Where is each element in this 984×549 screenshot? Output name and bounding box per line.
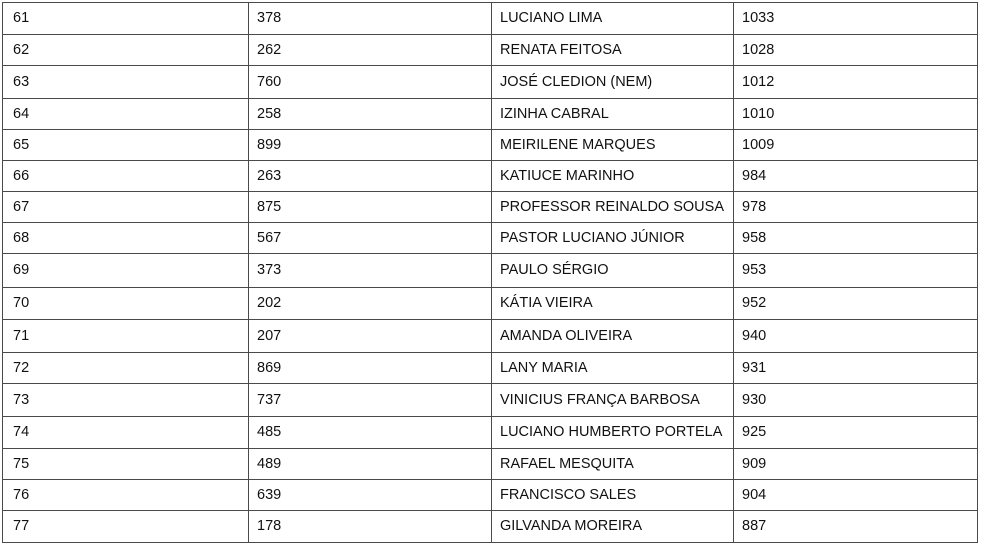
candidate-number-cell: 869 xyxy=(249,353,492,384)
table-row xyxy=(3,353,978,384)
candidate-name-cell: RAFAEL MESQUITA xyxy=(492,449,734,480)
votes-cell: 978 xyxy=(734,192,978,223)
candidate-number-cell: 378 xyxy=(249,3,492,35)
votes-cell: 984 xyxy=(734,161,978,192)
votes-cell: 1012 xyxy=(734,66,978,99)
position-cell: 70 xyxy=(3,288,249,320)
candidate-name-cell: FRANCISCO SALES xyxy=(492,480,734,511)
candidate-number-cell: 485 xyxy=(249,417,492,449)
candidate-name-cell: KÁTIA VIEIRA xyxy=(492,288,734,320)
table-row xyxy=(3,35,978,66)
table-row xyxy=(3,130,978,161)
votes-cell: 904 xyxy=(734,480,978,511)
position-cell: 66 xyxy=(3,161,249,192)
candidate-name-cell: KATIUCE MARINHO xyxy=(492,161,734,192)
table-row xyxy=(3,223,978,254)
position-cell: 63 xyxy=(3,66,249,99)
candidate-name-cell: JOSÉ CLEDION (NEM) xyxy=(492,66,734,99)
table-row xyxy=(3,288,978,320)
candidate-number-cell: 760 xyxy=(249,66,492,99)
candidate-name-cell: PROFESSOR REINALDO SOUSA xyxy=(492,192,734,223)
candidate-name-cell: RENATA FEITOSA xyxy=(492,35,734,66)
votes-cell: 909 xyxy=(734,449,978,480)
votes-cell: 1028 xyxy=(734,35,978,66)
votes-cell: 1033 xyxy=(734,3,978,35)
candidate-name-cell: PASTOR LUCIANO JÚNIOR xyxy=(492,223,734,254)
votes-cell: 940 xyxy=(734,320,978,353)
candidate-number-cell: 899 xyxy=(249,130,492,161)
table-row xyxy=(3,161,978,192)
results-table-body xyxy=(3,3,978,543)
position-cell: 65 xyxy=(3,130,249,161)
results-table xyxy=(2,2,978,543)
position-cell: 68 xyxy=(3,223,249,254)
position-cell: 77 xyxy=(3,511,249,543)
votes-cell: 952 xyxy=(734,288,978,320)
table-row xyxy=(3,417,978,449)
votes-cell: 887 xyxy=(734,511,978,543)
candidate-number-cell: 567 xyxy=(249,223,492,254)
candidate-name-cell: LUCIANO HUMBERTO PORTELA xyxy=(492,417,734,449)
table-row xyxy=(3,3,978,35)
table-row xyxy=(3,480,978,511)
candidate-name-cell: PAULO SÉRGIO xyxy=(492,254,734,288)
table-row xyxy=(3,254,978,288)
position-cell: 72 xyxy=(3,353,249,384)
votes-cell: 953 xyxy=(734,254,978,288)
position-cell: 64 xyxy=(3,99,249,130)
votes-cell: 1009 xyxy=(734,130,978,161)
position-cell: 71 xyxy=(3,320,249,353)
votes-cell: 930 xyxy=(734,384,978,417)
candidate-name-cell: AMANDA OLIVEIRA xyxy=(492,320,734,353)
table-row xyxy=(3,99,978,130)
votes-cell: 925 xyxy=(734,417,978,449)
table-row xyxy=(3,320,978,353)
position-cell: 75 xyxy=(3,449,249,480)
candidate-number-cell: 258 xyxy=(249,99,492,130)
position-cell: 62 xyxy=(3,35,249,66)
candidate-name-cell: VINICIUS FRANÇA BARBOSA xyxy=(492,384,734,417)
candidate-name-cell: MEIRILENE MARQUES xyxy=(492,130,734,161)
candidate-name-cell: LANY MARIA xyxy=(492,353,734,384)
position-cell: 73 xyxy=(3,384,249,417)
votes-cell: 931 xyxy=(734,353,978,384)
votes-cell: 1010 xyxy=(734,99,978,130)
position-cell: 76 xyxy=(3,480,249,511)
table-row xyxy=(3,384,978,417)
table-row xyxy=(3,66,978,99)
candidate-name-cell: IZINHA CABRAL xyxy=(492,99,734,130)
candidate-name-cell: GILVANDA MOREIRA xyxy=(492,511,734,543)
table-row xyxy=(3,192,978,223)
position-cell: 61 xyxy=(3,3,249,35)
candidate-number-cell: 207 xyxy=(249,320,492,353)
candidate-name-cell: LUCIANO LIMA xyxy=(492,3,734,35)
candidate-number-cell: 737 xyxy=(249,384,492,417)
votes-cell: 958 xyxy=(734,223,978,254)
candidate-number-cell: 202 xyxy=(249,288,492,320)
candidate-number-cell: 178 xyxy=(249,511,492,543)
table-row xyxy=(3,511,978,543)
candidate-number-cell: 639 xyxy=(249,480,492,511)
candidate-number-cell: 263 xyxy=(249,161,492,192)
position-cell: 74 xyxy=(3,417,249,449)
table-row xyxy=(3,449,978,480)
candidate-number-cell: 875 xyxy=(249,192,492,223)
candidate-number-cell: 262 xyxy=(249,35,492,66)
position-cell: 69 xyxy=(3,254,249,288)
candidate-number-cell: 489 xyxy=(249,449,492,480)
candidate-number-cell: 373 xyxy=(249,254,492,288)
position-cell: 67 xyxy=(3,192,249,223)
